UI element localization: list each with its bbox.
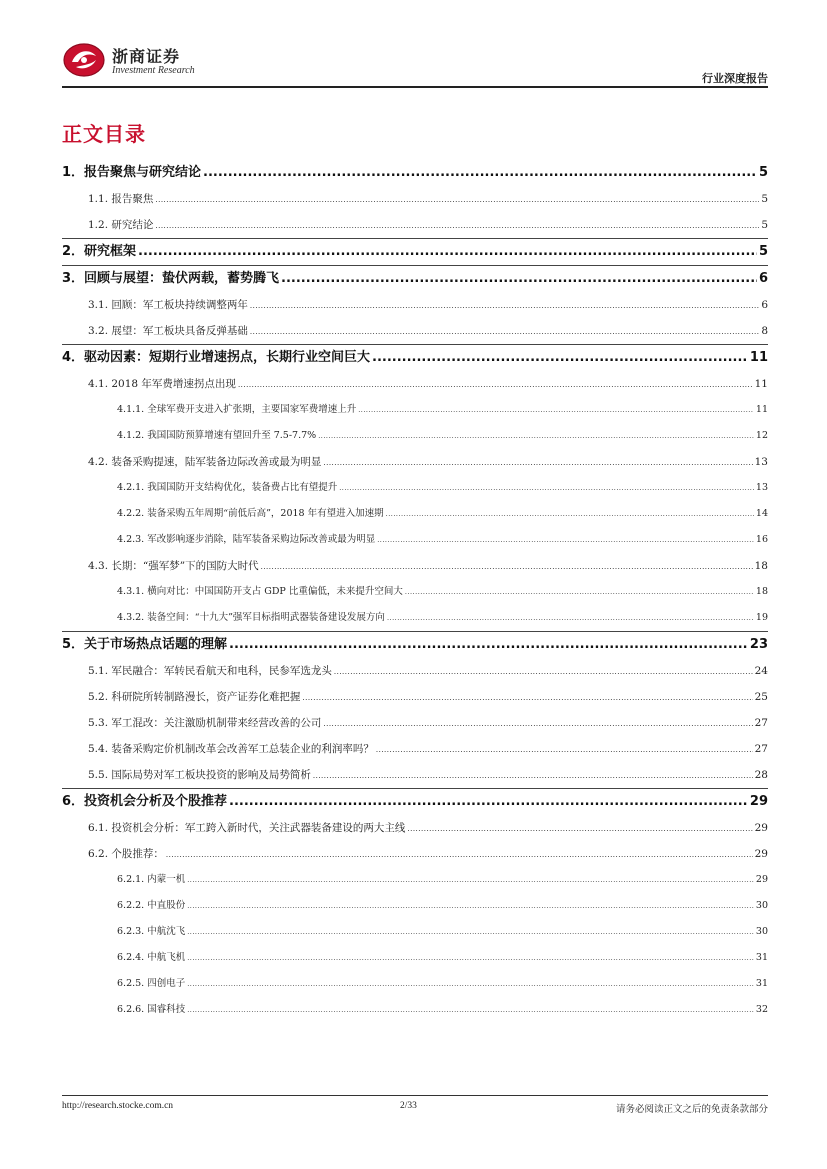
toc-entry-level-3[interactable] xyxy=(62,971,768,997)
toc-entry-label: 2．研究框架 xyxy=(62,244,137,259)
toc-entry-label: 4.2. 装备采购提速，陆军装备边际改善或最为明显 xyxy=(88,456,322,468)
toc-entry-level-2[interactable] xyxy=(62,658,768,684)
toc-entry-label: 3.1. 回顾：军工板块持续调整两年 xyxy=(88,299,248,311)
toc-leader-dots xyxy=(187,997,754,1023)
toc-entry-level-1[interactable] xyxy=(62,345,768,371)
toc-entry-label: 4.1.2. 我国国防预算增速有望回升至 7.5-7.7% xyxy=(117,430,317,441)
toc-leader-dots xyxy=(187,867,754,893)
toc-entry-label: 3.2. 展望：军工板块具备反弹基础 xyxy=(88,325,248,337)
toc-entry-level-3[interactable] xyxy=(62,579,768,605)
toc-leader-dots xyxy=(187,945,754,971)
toc-entry-label: 6.1. 投资机会分析：军工跨入新时代，关注武器装备建设的两大主线 xyxy=(88,822,406,834)
page-header xyxy=(62,38,768,88)
toc-entry-label: 6.2.1. 内蒙一机 xyxy=(117,874,186,885)
toc-entry-label: 1.2. 研究结论 xyxy=(88,219,154,231)
toc-leader-dots xyxy=(261,554,753,579)
toc-entry-level-2[interactable] xyxy=(62,186,768,212)
toc-entry-page: 29 xyxy=(749,794,768,809)
toc-entry-label: 6.2.3. 中航沈飞 xyxy=(117,926,186,937)
toc-leader-dots xyxy=(323,711,752,736)
toc-entry-label: 1．报告聚焦与研究结论 xyxy=(62,165,202,180)
toc-entry-page: 18 xyxy=(754,560,768,572)
toc-entry-level-2[interactable] xyxy=(62,371,768,397)
toc-entry-label: 4.3. 长期：“强军梦”下的国防大时代 xyxy=(88,560,259,572)
toc-leader-dots xyxy=(138,239,757,265)
toc-entry-page: 29 xyxy=(754,822,768,834)
toc-entry-page: 5 xyxy=(758,244,768,259)
toc-entry-page: 29 xyxy=(754,848,768,860)
toc-title: 正文目录 xyxy=(62,122,146,146)
toc-entry-page: 8 xyxy=(761,325,768,337)
toc-entry-level-1[interactable] xyxy=(62,160,768,186)
toc-leader-dots xyxy=(187,893,754,919)
toc-entry-page: 13 xyxy=(755,482,768,493)
toc-entry-level-3[interactable] xyxy=(62,997,768,1023)
toc-leader-dots xyxy=(405,579,754,605)
toc-entry-level-3[interactable] xyxy=(62,475,768,501)
toc-entry-label: 6．投资机会分析及个股推荐 xyxy=(62,794,228,809)
toc-entry-page: 16 xyxy=(755,534,768,545)
toc-leader-dots xyxy=(313,763,753,788)
toc-entry-level-1[interactable] xyxy=(62,632,768,658)
toc-entry-page: 14 xyxy=(755,508,768,519)
toc-entry-label: 5.1. 军民融合：军转民看航天和电科，民参军选龙头 xyxy=(88,665,332,677)
toc-entry-label: 5.3. 军工混改：关注激励机制带来经营改善的公司 xyxy=(88,717,322,729)
toc-entry-page: 31 xyxy=(755,952,768,963)
toc-entry-label: 5.5. 国际局势对军工板块投资的影响及局势简析 xyxy=(88,769,311,781)
toc-entry-label: 4.1.1. 全球军费开支进入扩张期，主要国家军费增速上升 xyxy=(117,404,357,415)
toc-entry-level-3[interactable] xyxy=(62,501,768,527)
toc-entry-label: 4.2.1. 我国国防开支结构优化，装备费占比有望提升 xyxy=(117,482,338,493)
toc-entry-label: 4．驱动因素：短期行业增速拐点，长期行业空间巨大 xyxy=(62,350,371,365)
toc-entry-level-2[interactable] xyxy=(62,318,768,344)
toc-leader-dots xyxy=(377,527,754,553)
toc-entry-level-2[interactable] xyxy=(62,710,768,736)
toc-entry-page: 27 xyxy=(754,743,768,755)
toc-entry-level-1[interactable] xyxy=(62,789,768,815)
toc-entry-page: 30 xyxy=(755,926,768,937)
table-of-contents xyxy=(62,160,768,1023)
page-number: 2/33 xyxy=(400,1101,417,1111)
disclaimer-note: 请务必阅读正文之后的免责条款部分 xyxy=(615,1104,768,1115)
toc-entry-page: 24 xyxy=(754,665,768,677)
toc-entry-level-3[interactable] xyxy=(62,919,768,945)
toc-leader-dots xyxy=(187,919,754,945)
toc-leader-dots xyxy=(229,789,748,815)
toc-entry-page: 30 xyxy=(755,900,768,911)
toc-leader-dots xyxy=(334,659,753,684)
toc-leader-dots xyxy=(155,213,759,238)
report-type-label: 行业深度报告 xyxy=(702,72,768,85)
footer-divider xyxy=(62,1095,768,1096)
toc-entry-label: 6.2.5. 四创电子 xyxy=(117,978,186,989)
toc-entry-level-2[interactable] xyxy=(62,292,768,318)
toc-entry-level-1[interactable] xyxy=(62,239,768,265)
toc-entry-page: 11 xyxy=(754,378,768,390)
toc-entry-level-2[interactable] xyxy=(62,736,768,762)
toc-leader-dots xyxy=(387,605,754,631)
toc-entry-level-1[interactable] xyxy=(62,266,768,292)
toc-leader-dots xyxy=(318,423,754,449)
toc-entry-label: 4.2.3. 军改影响逐步消除，陆军装备采购边际改善或最为明显 xyxy=(117,534,376,545)
toc-leader-dots xyxy=(281,266,757,292)
toc-entry-page: 28 xyxy=(754,769,768,781)
toc-entry-label: 4.3.1. 横向对比：中国国防开支占 GDP 比重偏低，未来提升空间大 xyxy=(117,586,403,597)
toc-leader-dots xyxy=(187,971,754,997)
header-divider xyxy=(62,86,768,88)
toc-leader-dots xyxy=(166,842,753,867)
toc-entry-page: 13 xyxy=(754,456,768,468)
toc-leader-dots xyxy=(386,501,754,527)
toc-entry-level-3[interactable] xyxy=(62,867,768,893)
toc-entry-label: 6.2.2. 中直股份 xyxy=(117,900,186,911)
toc-leader-dots xyxy=(358,397,754,423)
toc-entry-page: 18 xyxy=(755,586,768,597)
toc-entry-page: 32 xyxy=(755,1004,768,1015)
toc-entry-page: 19 xyxy=(755,612,768,623)
toc-entry-label: 3．回顾与展望：蛰伏两载，蓄势腾飞 xyxy=(62,271,280,286)
toc-entry-label: 4.3.2. 装备空间：“十九大”强军目标指明武器装备建设发展方向 xyxy=(117,612,385,623)
toc-entry-page: 6 xyxy=(758,271,768,286)
brand-name-cn: 浙商证券 xyxy=(112,47,181,66)
toc-entry-label: 6.2. 个股推荐： xyxy=(88,848,164,860)
toc-leader-dots xyxy=(229,632,748,658)
toc-entry-page: 11 xyxy=(749,350,768,365)
zheshang-securities-logo-icon xyxy=(62,40,106,78)
footer-url-link[interactable]: http://research.stocke.com.cn xyxy=(62,1101,174,1111)
toc-entry-level-2[interactable] xyxy=(62,815,768,841)
toc-entry-page: 27 xyxy=(754,717,768,729)
toc-entry-page: 6 xyxy=(761,299,768,311)
toc-entry-level-3[interactable] xyxy=(62,397,768,423)
toc-entry-page: 12 xyxy=(755,430,768,441)
toc-entry-page: 25 xyxy=(754,691,768,703)
toc-leader-dots xyxy=(250,293,759,318)
toc-entry-level-2[interactable] xyxy=(62,684,768,710)
toc-entry-label: 6.2.6. 国睿科技 xyxy=(117,1004,186,1015)
brand-name-en: Investment Research xyxy=(112,65,195,76)
toc-entry-level-2[interactable] xyxy=(62,449,768,475)
toc-leader-dots xyxy=(339,475,754,501)
toc-leader-dots xyxy=(250,319,759,344)
toc-leader-dots xyxy=(372,345,748,371)
toc-entry-level-3[interactable] xyxy=(62,893,768,919)
toc-entry-page: 5 xyxy=(761,219,768,231)
toc-entry-label: 5.4. 装备采购定价机制改革会改善军工总装企业的利润率吗？ xyxy=(88,743,374,755)
toc-entry-label: 5．关于市场热点话题的理解 xyxy=(62,637,228,652)
toc-entry-level-2[interactable] xyxy=(62,762,768,788)
toc-leader-dots xyxy=(407,816,752,841)
toc-leader-dots xyxy=(203,160,757,186)
toc-entry-level-2[interactable] xyxy=(62,553,768,579)
toc-entry-level-3[interactable] xyxy=(62,527,768,553)
toc-entry-label: 4.2.2. 装备采购五年周期“前低后高”，2018 年有望进入加速期 xyxy=(117,508,384,519)
toc-leader-dots xyxy=(376,737,753,762)
toc-entry-label: 5.2. 科研院所转制路漫长，资产证券化难把握 xyxy=(88,691,301,703)
toc-leader-dots xyxy=(323,450,752,475)
toc-entry-page: 5 xyxy=(761,193,768,205)
toc-entry-label: 6.2.4. 中航飞机 xyxy=(117,952,186,963)
toc-entry-label: 4.1. 2018 年军费增速拐点出现 xyxy=(88,378,236,390)
toc-entry-level-2[interactable] xyxy=(62,841,768,867)
toc-entry-page: 23 xyxy=(749,637,768,652)
toc-entry-level-3[interactable] xyxy=(62,945,768,971)
toc-entry-level-3[interactable] xyxy=(62,423,768,449)
toc-leader-dots xyxy=(155,187,759,212)
toc-entry-label: 1.1. 报告聚焦 xyxy=(88,193,154,205)
page-footer xyxy=(62,1101,768,1117)
toc-entry-page: 31 xyxy=(755,978,768,989)
toc-leader-dots xyxy=(238,372,753,397)
toc-entry-level-2[interactable] xyxy=(62,212,768,238)
toc-entry-page: 5 xyxy=(758,165,768,180)
toc-entry-level-3[interactable] xyxy=(62,605,768,631)
toc-leader-dots xyxy=(302,685,752,710)
toc-entry-page: 11 xyxy=(755,404,768,415)
toc-entry-page: 29 xyxy=(755,874,768,885)
